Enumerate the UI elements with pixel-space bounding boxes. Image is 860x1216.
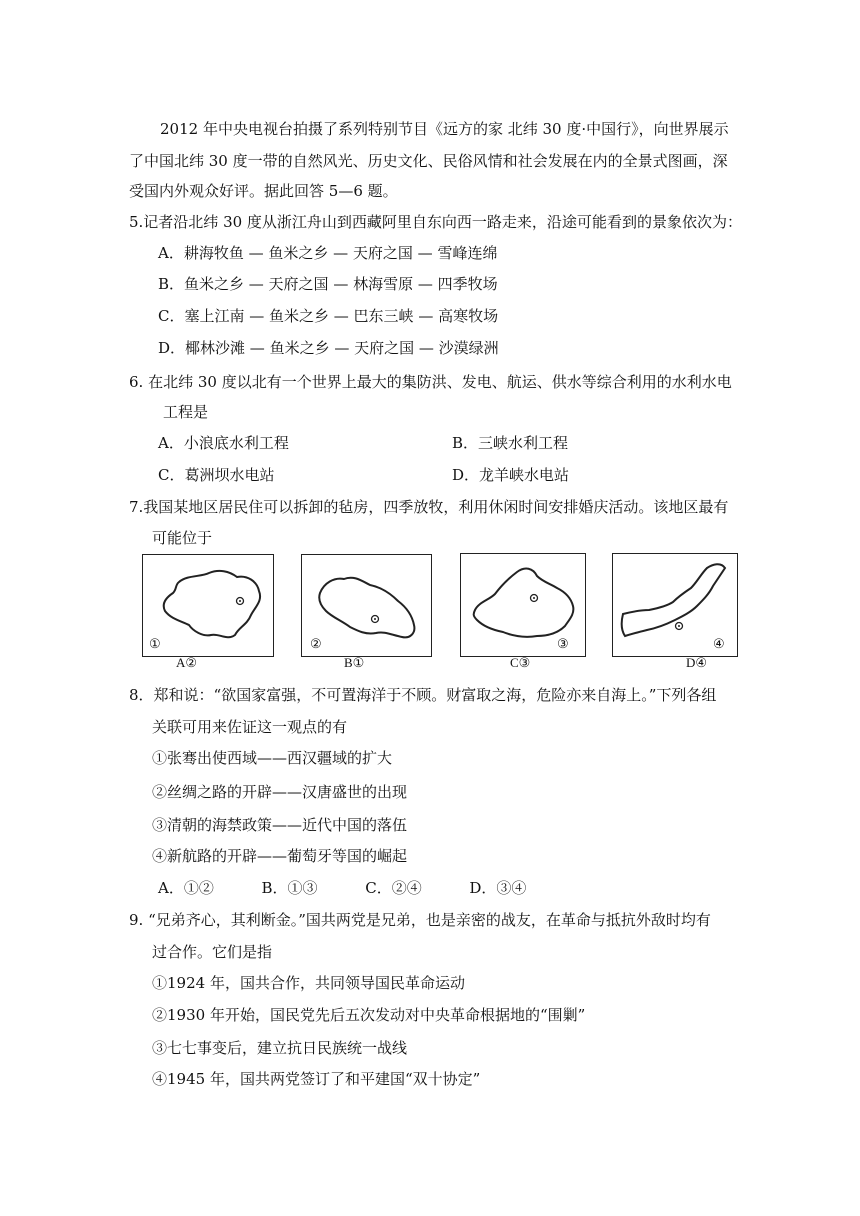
question-9-stem-1: 9. “兄弟齐心，其利断金。”国共两党是兄弟，也是亲密的战友，在革命与抵抗外敌时均有 bbox=[129, 911, 711, 929]
question-8-item-4: ④新航路的开辟——葡萄牙等国的崛起 bbox=[152, 847, 408, 865]
map-figure-4 bbox=[612, 553, 738, 657]
question-9-item-1: ①1924 年，国共合作，共同领导国民革命运动 bbox=[152, 974, 465, 992]
question-6-stem-1: 6. 在北纬 30 度以北有一个世界上最大的集防洪、发电、航运、供水等综合利用的水利水电 bbox=[129, 373, 732, 391]
map-number-1: ① bbox=[149, 637, 161, 652]
question-8-stem-1: 8．郑和说：“欲国家富强，不可置海洋于不顾。财富取之海，危险亦来自海上。”下列各组 bbox=[129, 686, 717, 704]
map-figure-2 bbox=[301, 554, 432, 657]
intro-line-1: 2012 年中央电视台拍摄了系列特别节目《远方的家 北纬 30 度·中国行》，向世界展示 bbox=[160, 120, 729, 138]
intro-line-3: 受国内外观众好评。据此回答 5—6 题。 bbox=[129, 182, 398, 200]
question-5-stem: 5.记者沿北纬 30 度从浙江舟山到西藏阿里自东向西一路走来，沿途可能看到的景象依次为： bbox=[129, 213, 742, 231]
question-6-option-c: C．葛洲坝水电站 bbox=[158, 466, 275, 484]
question-8-stem-2: 关联可用来佐证这一观点的有 bbox=[152, 718, 348, 736]
province-outline-1 bbox=[143, 555, 273, 656]
map-number-4: ④ bbox=[713, 637, 725, 652]
map-caption-2: B① bbox=[344, 655, 365, 670]
question-8-item-3: ③清朝的海禁政策——近代中国的落伍 bbox=[152, 816, 408, 834]
question-7-stem-2: 可能位于 bbox=[152, 529, 213, 547]
question-5-option-b: B．鱼米之乡 — 天府之国 — 林海雪原 — 四季牧场 bbox=[158, 275, 498, 293]
map-caption-4: D④ bbox=[686, 655, 708, 670]
question-7-stem-1: 7.我国某地区居民住可以拆卸的毡房，四季放牧，利用休闲时间安排婚庆活动。该地区最有 bbox=[129, 498, 729, 516]
question-6-option-d: D．龙羊峡水电站 bbox=[452, 466, 570, 484]
map-figure-1 bbox=[142, 554, 274, 657]
question-9-stem-2: 过合作。它们是指 bbox=[152, 943, 273, 961]
question-9-item-4: ④1945 年，国共两党签订了和平建国“双十协定” bbox=[152, 1070, 481, 1088]
map-number-2: ② bbox=[310, 637, 322, 652]
question-5-option-d: D．椰林沙滩 — 鱼米之乡 — 天府之国 — 沙漠绿洲 bbox=[158, 339, 499, 357]
question-6-option-b: B．三峡水利工程 bbox=[452, 434, 569, 452]
question-5-option-c: C．塞上江南 — 鱼米之乡 — 巴东三峡 — 高寒牧场 bbox=[158, 307, 499, 325]
question-6-stem-2: 工程是 bbox=[163, 403, 209, 421]
question-8-item-2: ②丝绸之路的开辟——汉唐盛世的出现 bbox=[152, 783, 408, 801]
question-6-option-a: A．小浪底水利工程 bbox=[158, 434, 289, 452]
question-9-item-2: ②1930 年开始，国民党先后五次发动对中央革命根据地的“围剿” bbox=[152, 1006, 586, 1024]
map-caption-3: C③ bbox=[510, 655, 531, 670]
question-8-options: A．①② B．①③ C．②④ D．③④ bbox=[158, 879, 527, 897]
intro-line-2: 了中国北纬 30 度一带的自然风光、历史文化、民俗风情和社会发展在内的全景式图画，深 bbox=[129, 152, 728, 170]
map-caption-1: A② bbox=[176, 655, 198, 670]
map-figure-3 bbox=[460, 553, 586, 657]
question-8-item-1: ①张骞出使西域——西汉疆域的扩大 bbox=[152, 749, 393, 767]
question-5-option-a: A．耕海牧鱼 — 鱼米之乡 — 天府之国 — 雪峰连绵 bbox=[158, 244, 498, 262]
map-number-3: ③ bbox=[557, 637, 569, 652]
question-9-item-3: ③七七事变后，建立抗日民族统一战线 bbox=[152, 1039, 408, 1057]
